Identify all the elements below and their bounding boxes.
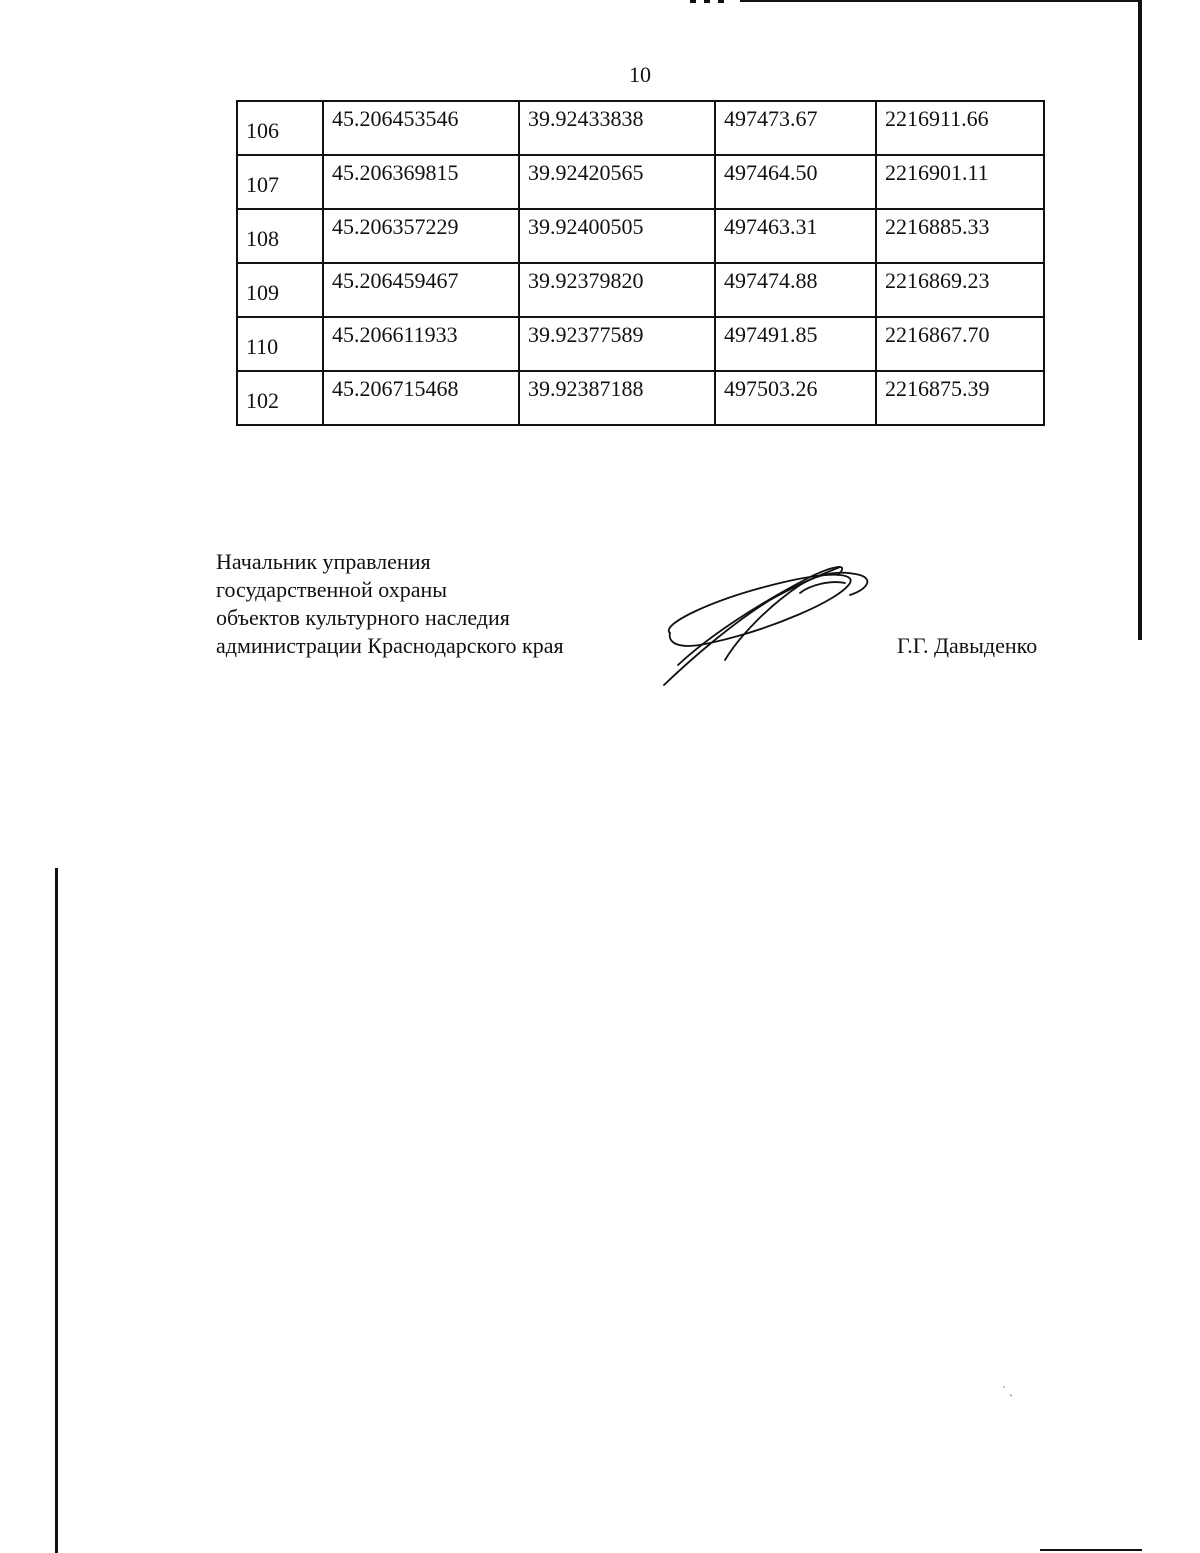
- x-coordinate-cell: 497474.88: [715, 263, 876, 317]
- signatory-name: Г.Г. Давыденко: [897, 633, 1038, 658]
- longitude-cell: 39.92433838: [519, 101, 715, 155]
- signatory-title-line: объектов культурного наследия: [216, 605, 510, 630]
- table-row: [237, 155, 1044, 209]
- point-number-cell: 107: [237, 155, 323, 209]
- signatory-title-line: Начальник управления: [216, 549, 431, 574]
- longitude-cell: 39.92379820: [519, 263, 715, 317]
- latitude-cell: 45.206715468: [323, 371, 519, 425]
- point-number-cell: 108: [237, 209, 323, 263]
- latitude-cell: 45.206611933: [323, 317, 519, 371]
- table-row: [237, 209, 1044, 263]
- handwritten-signature: [650, 555, 890, 690]
- longitude-cell: 39.92387188: [519, 371, 715, 425]
- y-coordinate-cell: 2216901.11: [876, 155, 1044, 209]
- point-number-cell: 106: [237, 101, 323, 155]
- x-coordinate-cell: 497473.67: [715, 101, 876, 155]
- table-row: [237, 101, 1044, 155]
- y-coordinate-cell: 2216911.66: [876, 101, 1044, 155]
- point-number-cell: 109: [237, 263, 323, 317]
- scan-artifact-right-line: [1138, 0, 1142, 640]
- scan-artifact-left-line: [55, 868, 58, 1553]
- signatory-title: [216, 548, 564, 660]
- table-row: [237, 371, 1044, 425]
- longitude-cell: 39.92377589: [519, 317, 715, 371]
- x-coordinate-cell: 497463.31: [715, 209, 876, 263]
- longitude-cell: 39.92420565: [519, 155, 715, 209]
- y-coordinate-cell: 2216885.33: [876, 209, 1044, 263]
- point-number-cell: 102: [237, 371, 323, 425]
- point-number-cell: 110: [237, 317, 323, 371]
- coordinates-table: [236, 100, 1045, 426]
- longitude-cell: 39.92400505: [519, 209, 715, 263]
- scan-artifact-bottom-line: [1040, 1549, 1142, 1551]
- x-coordinate-cell: 497503.26: [715, 371, 876, 425]
- table-row: [237, 263, 1044, 317]
- table-row: [237, 317, 1044, 371]
- latitude-cell: 45.206369815: [323, 155, 519, 209]
- x-coordinate-cell: 497491.85: [715, 317, 876, 371]
- y-coordinate-cell: 2216875.39: [876, 371, 1044, 425]
- scan-artifact-top-dots: [690, 0, 730, 3]
- signatory-title-line: государственной охраны: [216, 577, 448, 602]
- page-number: 10: [629, 62, 651, 87]
- y-coordinate-cell: 2216869.23: [876, 263, 1044, 317]
- x-coordinate-cell: 497464.50: [715, 155, 876, 209]
- latitude-cell: 45.206453546: [323, 101, 519, 155]
- scan-artifact-top-line: [740, 0, 1140, 2]
- scan-speck: ˙ ˎ: [1002, 1383, 1013, 1397]
- latitude-cell: 45.206357229: [323, 209, 519, 263]
- y-coordinate-cell: 2216867.70: [876, 317, 1044, 371]
- latitude-cell: 45.206459467: [323, 263, 519, 317]
- signatory-title-line: администрации Краснодарского края: [216, 633, 564, 658]
